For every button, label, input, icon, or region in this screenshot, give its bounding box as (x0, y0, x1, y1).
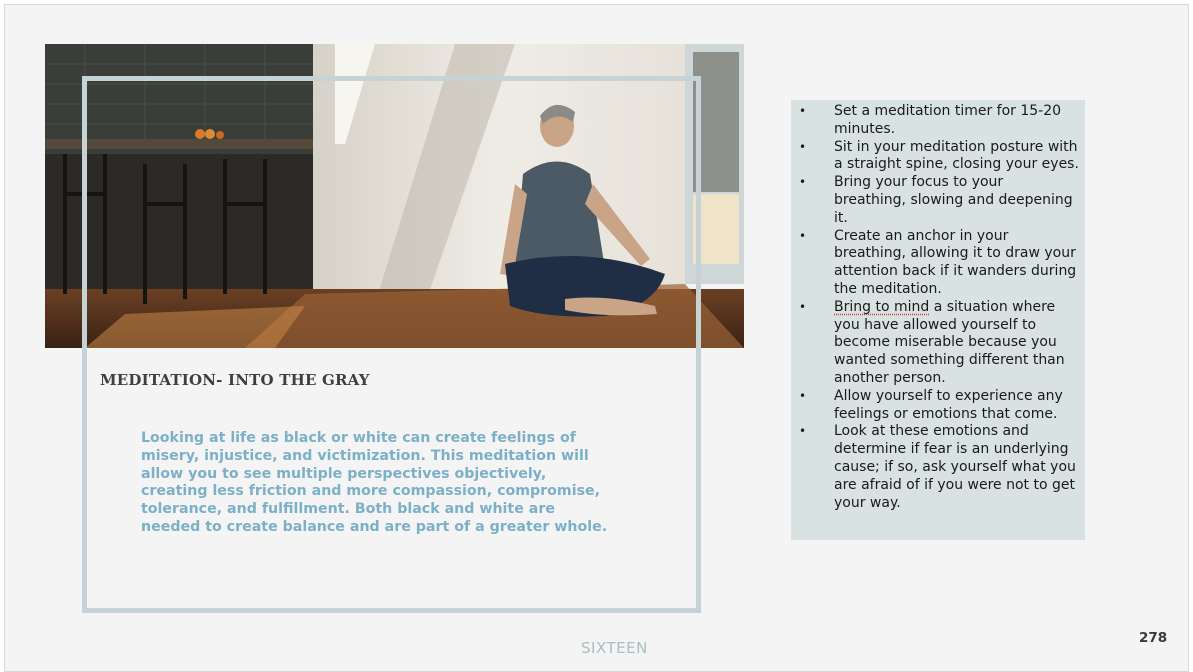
list-item: • Bring to mind a situation where you have allowed yourself to become miserable because you wanted something different than another person. (799, 298, 1065, 386)
footer-text: SIXTEEN (581, 639, 648, 657)
bullet-icon: • (799, 299, 807, 314)
list-item: • Create an anchor in your breathing, allowing it to draw your attention back if it wanders during the meditation. (799, 227, 1077, 297)
bullet-icon: • (799, 388, 807, 403)
steps-list (797, 103, 1079, 512)
bullet-icon: • (799, 424, 807, 439)
bullet-icon: • (799, 228, 807, 243)
list-item: • Set a meditation timer for 15-20 minutes. (799, 103, 1062, 137)
page-number: 278 (1139, 630, 1168, 646)
list-item: • Bring your focus to your breathing, slowing and deepening it. (799, 174, 1073, 226)
list-item: • Sit in your meditation posture with a straight spine, closing your eyes. (799, 138, 1079, 173)
intro-paragraph: Looking at life as black or white can create feelings of misery, injustice, and victimization. This meditation will allow you to see multiple perspectives objectively, creating less friction and more compassion, compromise, tolerance, and fulfillment. Both black and white are needed to create balance and are part of a greater whole. (141, 430, 608, 535)
steps-box (791, 100, 1085, 540)
slide (4, 4, 1189, 672)
bullet-icon: • (799, 104, 807, 118)
spellcheck-underlined-text: Bring to mind (834, 298, 930, 315)
list-item: • Look at these emotions and determine if fear is an underlying cause; if so, ask yourself what you are afraid of if you were not to get your way. (799, 423, 1076, 511)
bullet-icon: • (799, 139, 807, 154)
slide-title: MEDITATION- INTO THE GRAY (100, 371, 370, 389)
bullet-icon: • (799, 175, 807, 190)
list-item: • Allow yourself to experience any feelings or emotions that come. (799, 387, 1063, 422)
